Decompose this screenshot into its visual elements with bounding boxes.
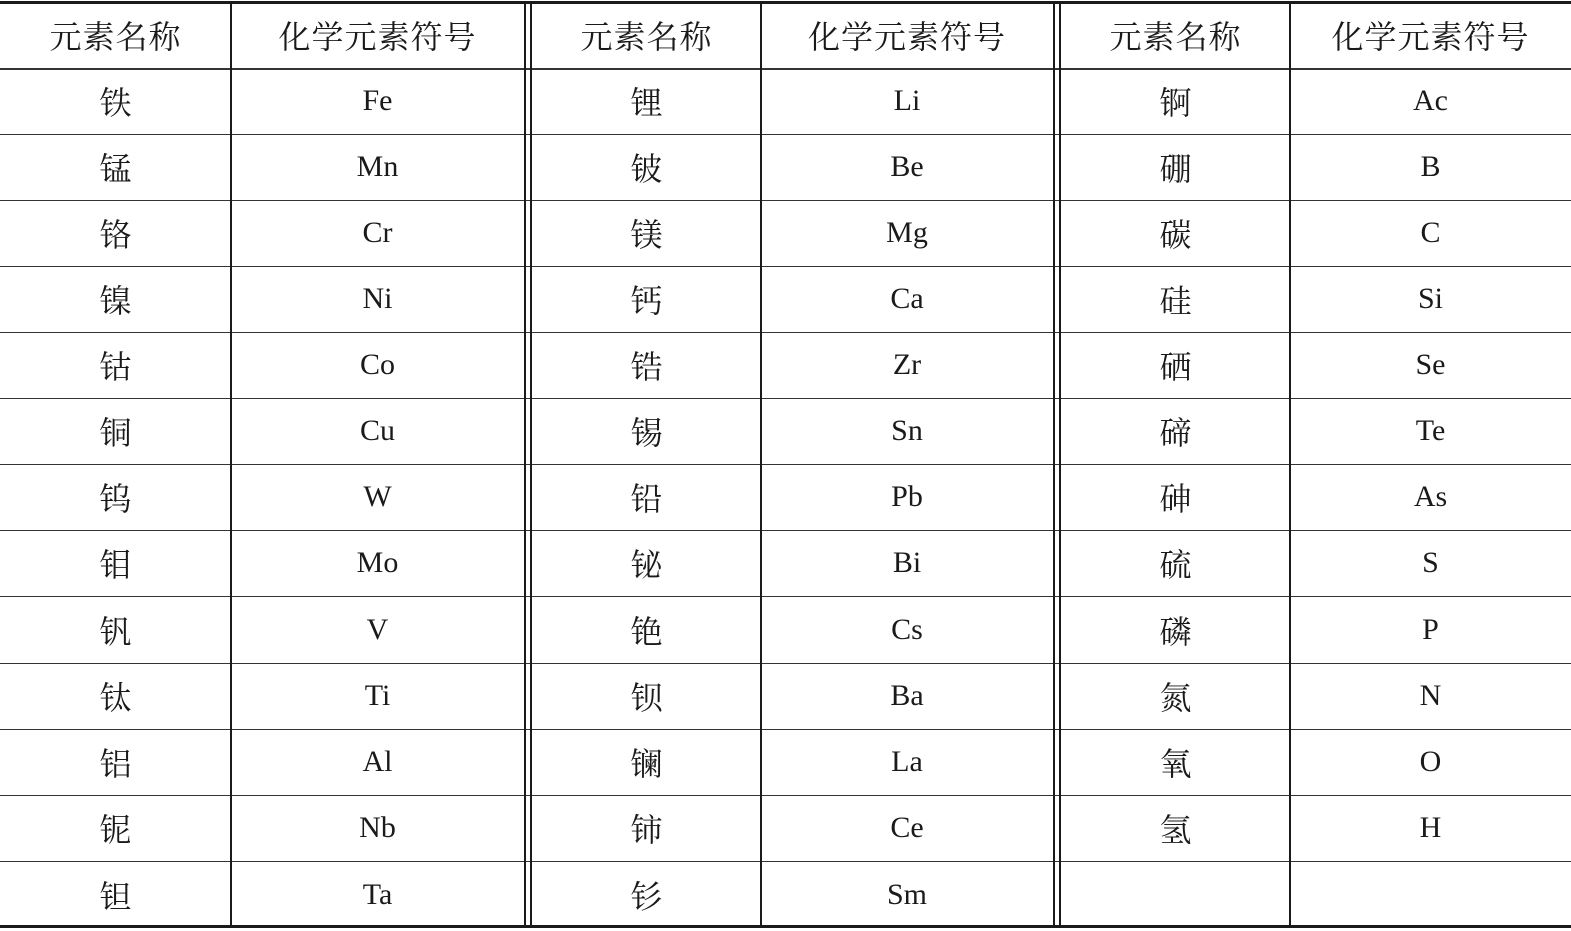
column-header: 化学元素符号: [278, 17, 477, 56]
element-symbol: Ta: [362, 877, 393, 911]
element-name: 钛: [99, 679, 132, 717]
element-symbol: Ac: [1413, 84, 1448, 117]
element-name: 碳: [1159, 216, 1192, 254]
element-symbol: Se: [1415, 348, 1446, 381]
element-name: 镧: [630, 745, 663, 783]
row-divider: [0, 332, 1571, 333]
column-header: 元素名称: [580, 17, 713, 56]
element-symbol: Mg: [886, 216, 928, 249]
element-symbol: Bi: [892, 546, 922, 579]
element-symbol: Ce: [890, 811, 924, 844]
element-name: 硒: [1159, 348, 1192, 386]
element-symbol: Si: [1417, 282, 1444, 315]
element-name: 铋: [630, 546, 663, 584]
element-name: 铈: [630, 811, 663, 849]
element-symbol: Li: [893, 84, 921, 117]
row-divider: [0, 795, 1571, 796]
element-name: 钒: [99, 612, 132, 651]
element-symbol: Cr: [362, 216, 393, 249]
element-symbol: Ni: [362, 282, 393, 315]
element-symbol: Zr: [892, 348, 922, 381]
element-name: 磷: [1159, 612, 1192, 651]
element-symbol: Cs: [891, 612, 923, 646]
column-header: 元素名称: [1109, 17, 1242, 56]
element-name: 氢: [1159, 811, 1192, 849]
row-divider: [0, 266, 1571, 267]
element-name: 钴: [99, 348, 132, 386]
element-name: 锡: [630, 414, 663, 452]
element-name: 钽: [99, 877, 132, 916]
element-name: 钼: [99, 546, 132, 584]
row-divider: [0, 398, 1571, 399]
element-name: 铬: [99, 216, 132, 254]
element-symbol: N: [1419, 679, 1442, 712]
element-name: 锂: [630, 84, 663, 122]
row-divider: [0, 729, 1571, 730]
element-name: 锰: [99, 150, 132, 188]
element-name: 硼: [1159, 150, 1192, 188]
element-name: 氧: [1159, 745, 1192, 783]
element-symbol: Sn: [891, 414, 923, 447]
element-symbol: W: [363, 480, 392, 513]
element-symbol: S: [1422, 546, 1439, 579]
element-name: [1061, 861, 1290, 928]
row-divider: [0, 861, 1571, 862]
element-name: 铯: [630, 612, 663, 651]
element-symbol: Pb: [891, 480, 923, 513]
element-symbol: Ti: [364, 679, 391, 712]
element-symbol: La: [891, 745, 923, 778]
group-divider: [1053, 1, 1055, 928]
row-divider: [0, 68, 1571, 70]
row-divider: [0, 464, 1571, 465]
element-symbol: O: [1419, 745, 1442, 778]
row-divider: [0, 663, 1571, 664]
element-symbol: Co: [359, 348, 395, 381]
element-symbol: C: [1420, 216, 1441, 249]
element-name: 镍: [99, 282, 132, 320]
column-header: 化学元素符号: [807, 17, 1006, 56]
element-symbol: Al: [362, 745, 393, 778]
group-divider: [530, 1, 532, 928]
element-symbol: P: [1422, 612, 1439, 646]
column-header: 元素名称: [49, 17, 182, 56]
element-name: 镁: [630, 216, 663, 254]
column-divider: [230, 1, 232, 928]
element-name: 铁: [99, 84, 132, 122]
element-name: 铜: [99, 414, 132, 452]
element-symbol: V: [366, 612, 389, 646]
element-symbol: Ba: [890, 679, 924, 712]
column-divider: [1289, 1, 1291, 928]
element-symbol: Ca: [890, 282, 924, 315]
element-name: 钨: [99, 480, 132, 518]
element-symbol: Mn: [356, 150, 399, 183]
element-symbol: Te: [1415, 414, 1446, 447]
element-name: 铅: [630, 480, 663, 518]
element-symbol: [1290, 861, 1571, 928]
element-symbol: Nb: [359, 811, 396, 844]
element-name: 砷: [1159, 480, 1192, 518]
group-divider: [1059, 1, 1061, 928]
element-name: 锕: [1159, 84, 1192, 122]
column-divider: [760, 1, 762, 928]
element-name: 碲: [1159, 414, 1192, 452]
element-symbol: H: [1419, 811, 1442, 844]
element-name: 锆: [630, 348, 663, 386]
element-name: 铝: [99, 745, 132, 783]
element-name: 氮: [1159, 679, 1192, 717]
row-divider: [0, 200, 1571, 201]
column-header: 化学元素符号: [1331, 17, 1530, 56]
element-name: 铍: [630, 150, 663, 188]
element-symbol: Sm: [886, 877, 928, 911]
element-symbol: Fe: [362, 84, 393, 117]
row-divider: [0, 596, 1571, 597]
row-divider: [0, 530, 1571, 531]
element-symbol: As: [1413, 480, 1448, 513]
element-name: 钡: [630, 679, 663, 717]
element-name: 硅: [1159, 282, 1192, 320]
element-name: 硫: [1159, 546, 1192, 584]
element-name: 钐: [630, 877, 663, 916]
element-name: 钙: [630, 282, 663, 320]
element-symbol: Mo: [356, 546, 399, 579]
element-symbol: Be: [890, 150, 924, 183]
element-symbol: Cu: [359, 414, 395, 447]
row-divider: [0, 134, 1571, 135]
group-divider: [524, 1, 526, 928]
element-symbol: B: [1420, 150, 1441, 183]
element-name: 铌: [99, 811, 132, 849]
